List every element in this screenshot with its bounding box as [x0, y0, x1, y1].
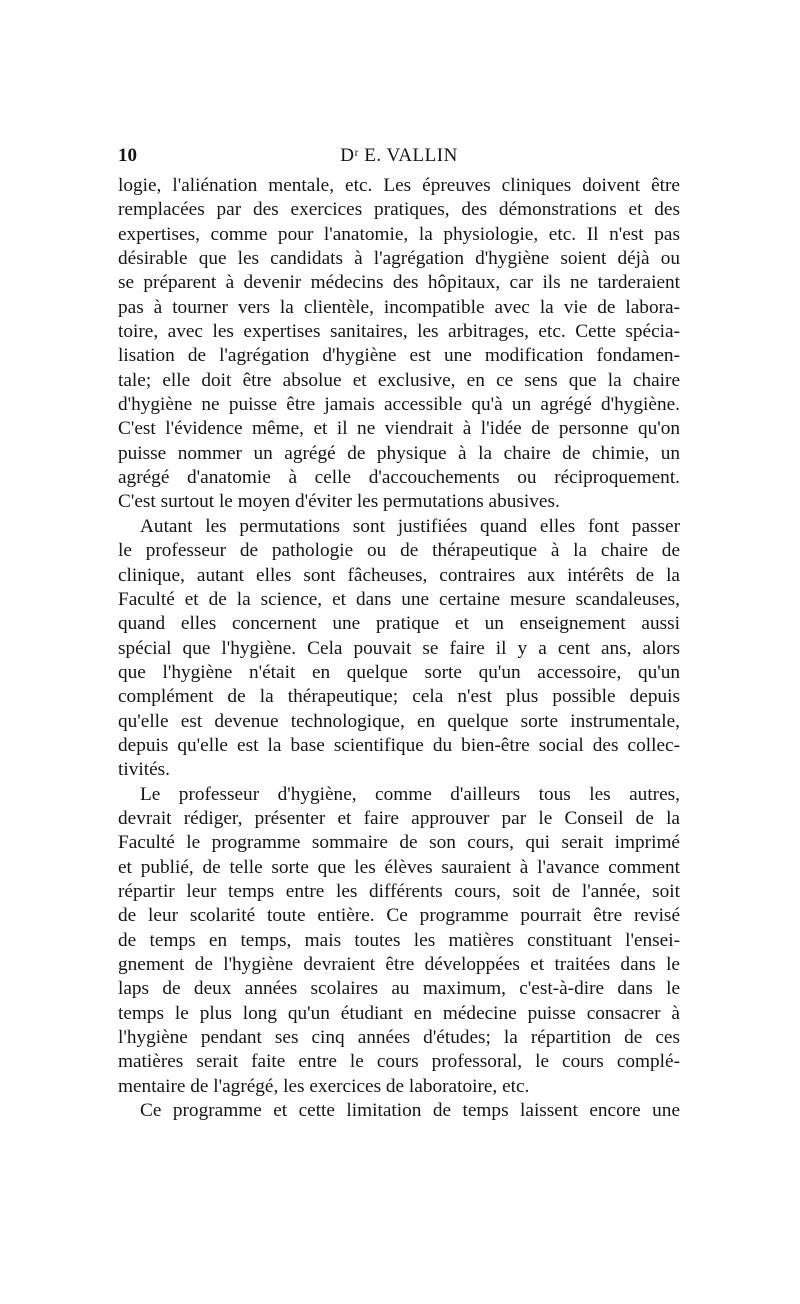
text-line: mentaire de l'agrégé, les exercices de laboratoire, etc.	[118, 1075, 530, 1097]
text-line: gnement de l'hygiène devraient être développées et traitées dans le	[118, 954, 680, 975]
text-line: que l'hygiène n'était en quelque sorte qu'un accessoire, qu'un	[118, 661, 680, 683]
text-line: devrait rédiger, présenter et faire approuver par le Conseil de la	[118, 807, 680, 829]
text-line: Faculté le programme sommaire de son cours, qui serait imprimé	[118, 832, 680, 854]
text-line: de leur scolarité toute entière. Ce programme pourrait être revisé	[118, 905, 680, 927]
text-line: complément de la thérapeutique; cela n'est plus possible depuis	[118, 686, 680, 708]
text-line: puisse nommer un agrégé de physique à la chaire de chimie, un	[118, 442, 680, 464]
page-number: 10	[118, 145, 137, 166]
text-line: C'est surtout le moyen d'éviter les permutations abusives.	[118, 491, 560, 513]
text-line: matières serait faite entre le cours professoral, le cours complé-	[118, 1051, 680, 1073]
text-line: quand elles concernent une pratique et un enseignement aussi	[118, 613, 680, 635]
text-line: répartir leur temps entre les différents cours, soit de l'année, soit	[118, 880, 680, 902]
text-line: qu'elle est devenue technologique, en quelque sorte instrumentale,	[118, 710, 680, 732]
text-line: Le professeur d'hygiène, comme d'ailleurs tous les autres,	[140, 783, 680, 805]
text-line: laps de deux années scolaires au maximum, c'est-à-dire dans le	[118, 978, 680, 1000]
running-head-author: Dʳ E. VALLIN	[340, 145, 458, 166]
text-line: pas à tourner vers la clientèle, incompatible avec la vie de labora-	[118, 296, 680, 318]
text-line: agrégé d'anatomie à celle d'accouchements ou réciproquement.	[118, 467, 680, 489]
running-head	[118, 143, 680, 169]
text-line: clinique, autant elles sont fâcheuses, contraires aux intérêts de la	[118, 564, 680, 586]
text-line: toire, avec les expertises sanitaires, les arbitrages, etc. Cette spécia-	[118, 321, 680, 343]
text-line: temps le plus long qu'un étudiant en médecine puisse consacrer à	[118, 1002, 680, 1024]
text-line: le professeur de pathologie ou de thérapeutique à la chaire de	[118, 540, 680, 562]
text-line: Faculté et de la science, et dans une certaine mesure scandaleuses,	[118, 588, 680, 610]
text-line: de temps en temps, mais toutes les matières constituant l'ensei-	[118, 929, 680, 951]
text-line: se préparent à devenir médecins des hôpitaux, car ils ne tarderaient	[118, 272, 680, 294]
text-line: remplacées par des exercices pratiques, des démonstrations et des	[118, 199, 680, 221]
text-line: d'hygiène ne puisse être jamais accessible qu'à un agrégé d'hygiène.	[118, 394, 680, 416]
text-line: spécial que l'hygiène. Cela pouvait se faire il y a cent ans, alors	[118, 637, 680, 659]
text-line: désirable que les candidats à l'agrégation d'hygiène soient déjà ou	[118, 248, 680, 270]
text-line: tivités.	[118, 759, 170, 781]
text-line: tale; elle doit être absolue et exclusive, en ce sens que la chaire	[118, 369, 680, 391]
text-line: Autant les permutations sont justifiées quand elles font passer	[140, 515, 680, 537]
text-line: et publié, de telle sorte que les élèves sauraient à l'avance comment	[118, 856, 680, 878]
text-line: depuis qu'elle est la base scientifique du bien-être social des collec-	[118, 734, 680, 756]
text-line: lisation de l'agrégation d'hygiène est une modification fondamen-	[118, 345, 680, 367]
text-line: l'hygiène pendant ses cinq années d'études; la répartition de ces	[118, 1027, 680, 1049]
text-line: C'est l'évidence même, et il ne viendrait à l'idée de personne qu'on	[118, 418, 680, 440]
text-line: expertises, comme pour l'anatomie, la physiologie, etc. Il n'est pas	[118, 223, 680, 245]
text-line: Ce programme et cette limitation de temps laissent encore une	[140, 1100, 680, 1122]
body-text	[118, 174, 680, 1123]
text-line: logie, l'aliénation mentale, etc. Les épreuves cliniques doivent être	[118, 175, 680, 196]
